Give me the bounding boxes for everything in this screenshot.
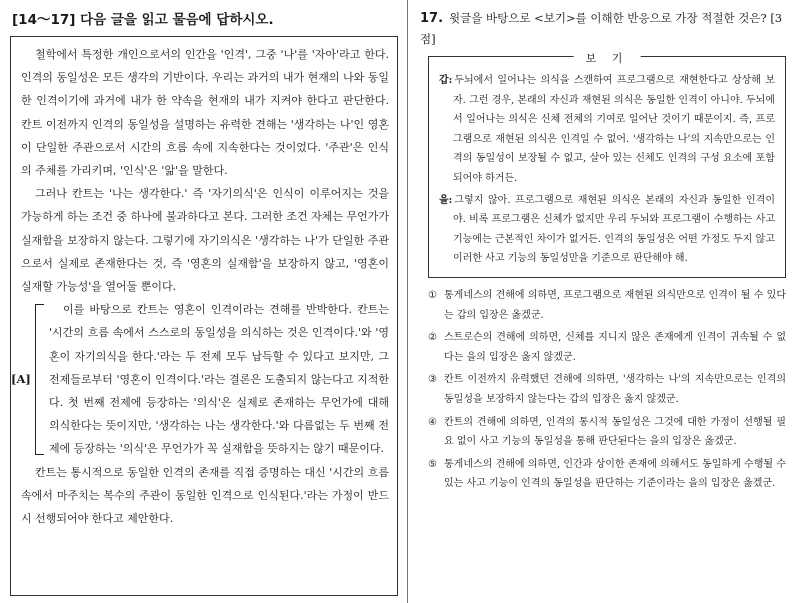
speaker-label: 을: (439, 194, 453, 206)
answer-choice-4[interactable] (428, 413, 786, 452)
bracket-label-a: [A] (11, 368, 31, 391)
choice-number: ③ (428, 374, 437, 386)
choice-text: 통게네스의 견해에 의하면, 인간과 상이한 존재에 의해서도 동일하게 수행될 수 있는 사고 기능이 인격의 동일성을 판단하는 기준이라는 을의 입장은 옳겠군. (444, 458, 786, 490)
statement-text: 두뇌에서 일어나는 의식을 스캔하여 프로그램으로 재현한다고 상상해 보자. 그런 경우, 본래의 자신과 재현된 의식은 동일한 인격이 아니야. 두뇌에서 일어나는 의식은 신체 전체의 기여로 일어난 것이기 때문이지. 즉, 프로그램으로 재현된 의식은 인격일 수 없어. '생각하는 나'의 지속만으로는 인격의 동일성이 보장될 수 없고, 살아 있는 신체도 인격의 구성 요소에 포함되어야 하거든. (453, 75, 775, 184)
answer-choice-1[interactable] (428, 286, 786, 325)
left-column (10, 8, 398, 596)
answer-choices (428, 286, 786, 494)
bogi-box (428, 52, 786, 278)
bogi-statement-eul (439, 191, 775, 269)
answer-choice-3[interactable] (428, 370, 786, 409)
passage-paragraph-4: 칸트는 통시적으로 동일한 인격의 존재를 직접 증명하는 대신 '시간의 흐름 속에서 마주치는 복수의 주관이 동일한 인격으로 인식된다.'라는 가정이 반드시 선행되어야 한다고 제안한다. (21, 465, 389, 526)
choice-number: ④ (428, 416, 437, 428)
choice-number: ② (428, 332, 437, 344)
passage-paragraph-a: 이를 바탕으로 칸트는 영혼이 인격이라는 견해를 반박한다. 칸트는 '시간의 흐름 속에서 스스로의 동일성을 의식하는 것은 인격이다.'와 '영혼이 자기의식을 한다.'라는 두 전제 모두 납득할 수 있다고 보지만, 그 전제들로부터 '영혼이 인격이다.'라는 결론은 도출되지 않는다고 지적한다. 첫 번째 전제에 등장하는 '의식'은 실제로 존재하는 무언가에 대해 의식한다는 뜻이지만, '생각하는 나는 생각한다.'와 다름없는 두 번째 전제에 등장하는 '의식'은 무언가가 꼭 실재함을 뜻하지는 않기 때문이다. (49, 303, 389, 456)
column-divider (407, 0, 408, 603)
question-text: 윗글을 바탕으로 <보기>를 이해한 반응으로 가장 적절한 것은? [3점] (420, 11, 783, 46)
choice-number: ⑤ (428, 458, 437, 470)
answer-choice-2[interactable] (428, 328, 786, 367)
choice-number: ① (428, 289, 437, 301)
choice-text: 스트로슨의 견해에 의하면, 신체를 지니지 않은 존재에게 인격이 귀속될 수 없다는 을의 입장은 옳지 않겠군. (444, 332, 786, 363)
bogi-statement-gap (439, 71, 775, 189)
passage-paragraph-2: 그러나 칸트는 '나는 생각한다.' 즉 '자기의식'은 인식이 이루어지는 것을 가능하게 하는 조건 중 하나에 불과하다고 본다. 그러한 조건 자체는 무언가가 실재함을 보장하지 않는다. 그렇기에 자기의식은 '생각하는 나'가 단일한 주관으로서 실제로 존재한다는 것, 즉 '영혼의 실재함'을 보장하지 않고, '영혼이 실재할 가능성'을 열어둘 뿐이다. (21, 187, 389, 294)
question-set-heading: [14～17] 다음 글을 읽고 물음에 답하시오. (12, 12, 274, 28)
passage-paragraph-1: 철학에서 특정한 개인으로서의 인간을 '인격', 그중 '나'를 '자아'라고 한다. 인격의 동일성은 모든 생각의 기반이다. 우리는 과거의 내가 현재의 나와 동일한 인격이기에 과거에 내가 한 약속을 현재의 내가 지켜야 한다고 판단한다. 칸트 이전까지 인격의 동일성을 설명하는 유력한 견해는 '생각하는 나'인 영혼이 단일한 주관으로서 시간의 흐름 속에 지속한다는 것이었다. '주관'은 인식의 주체를 가리키며, '인식'은 '앎'을 말한다. (21, 48, 389, 178)
statement-text: 그렇지 않아. 프로그램으로 재현된 의식은 본래의 자신과 동일한 인격이야. 비록 프로그램은 신체가 없지만 우리 두뇌와 프로그램이 수행하는 사고 기능에는 근본적인 차이가 없거든. 인격의 동일성은 어떤 가정도 두지 않고 이러한 사고 기능의 동일성만을 기준으로 판단해야 해. (453, 194, 775, 265)
bracket-line (35, 304, 44, 454)
question-number: 17. (420, 11, 444, 26)
bogi-title: 보 기 (574, 49, 641, 69)
reading-passage (10, 36, 398, 596)
speaker-label: 갑: (439, 75, 453, 86)
choice-text: 칸트 이전까지 유력했던 견해에 의하면, '생각하는 나'의 지속만으로는 인격의 동일성을 보장하지 않는다는 갑의 입장은 옳지 않겠군. (444, 374, 786, 405)
choice-text: 칸트의 견해에 의하면, 인격의 통시적 동일성은 그것에 대한 가정이 선행될 필요 없이 사고 기능의 동일성을 통해 판단된다는 을의 입장은 옳겠군. (444, 416, 786, 448)
answer-choice-5[interactable] (428, 455, 786, 494)
bracketed-section-a (11, 298, 389, 460)
choice-text: 통게네스의 견해에 의하면, 프로그램으로 재현된 의식만으로 인격이 될 수 있다는 갑의 입장은 옳겠군. (444, 289, 786, 321)
question-17-header (420, 8, 790, 50)
right-column (420, 8, 790, 497)
